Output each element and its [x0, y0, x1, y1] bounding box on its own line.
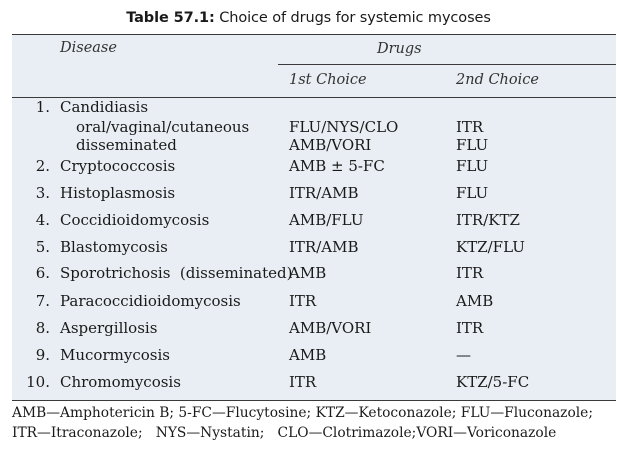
row-number: 8.	[35, 319, 50, 337]
row-first-choice: AMB/VORI	[289, 319, 372, 337]
row-number: 3.	[35, 184, 50, 202]
row-disease: Paracoccidioidomycosis	[60, 292, 241, 310]
table-caption	[0, 10, 617, 26]
header-disease: Disease	[60, 40, 117, 56]
row-disease: disseminated	[76, 136, 177, 154]
row-first-choice: AMB	[289, 346, 327, 364]
drugs-header-rule	[278, 64, 616, 65]
row-first-choice: ITR	[289, 292, 317, 310]
footnote-line: AMB—Amphotericin B; 5-FC—Flucytosine; KTZ—Ketoconazole; FLU—Fluconazole;	[12, 405, 593, 421]
row-second-choice: ITR	[456, 118, 484, 136]
row-second-choice: ITR	[456, 264, 484, 282]
row-second-choice: KTZ/5-FC	[456, 373, 530, 391]
row-first-choice: ITR	[289, 373, 317, 391]
row-disease: Mucormycosis	[60, 346, 170, 364]
header-first-choice: 1st Choice	[289, 72, 367, 88]
row-second-choice: FLU	[456, 157, 489, 175]
row-disease: Blastomycosis	[60, 238, 168, 256]
row-number: 10.	[26, 373, 50, 391]
row-number: 9.	[35, 346, 50, 364]
row-disease: oral/vaginal/cutaneous	[76, 118, 250, 136]
row-second-choice: FLU	[456, 136, 489, 154]
table-number: Table 57.1:	[126, 10, 215, 26]
row-first-choice: AMB ± 5-FC	[289, 157, 385, 175]
row-second-choice: AMB	[456, 292, 494, 310]
row-number: 1.	[35, 98, 50, 116]
footnote-line: ITR—Itraconazole; NYS—Nystatin; CLO—Clotrimazole;VORI—Voriconazole	[12, 425, 557, 441]
row-second-choice: KTZ/FLU	[456, 238, 525, 256]
row-first-choice: AMB/VORI	[289, 136, 372, 154]
row-disease: Coccidioidomycosis	[60, 211, 210, 229]
row-disease: Candidiasis	[60, 98, 149, 116]
row-second-choice: ITR	[456, 319, 484, 337]
row-disease: Histoplasmosis	[60, 184, 176, 202]
row-first-choice: AMB	[289, 264, 327, 282]
row-first-choice: ITR/AMB	[289, 238, 359, 256]
row-disease: Aspergillosis	[60, 319, 158, 337]
row-disease: Chromomycosis	[60, 373, 181, 391]
table-top-rule	[12, 34, 616, 35]
row-number: 2.	[35, 157, 50, 175]
row-number: 4.	[35, 211, 50, 229]
row-number: 6.	[35, 264, 50, 282]
row-second-choice: —	[456, 346, 471, 364]
row-first-choice: ITR/AMB	[289, 184, 359, 202]
header-drugs: Drugs	[377, 41, 422, 57]
table-title: Choice of drugs for systemic mycoses	[214, 10, 491, 26]
row-first-choice: FLU/NYS/CLO	[289, 118, 399, 136]
row-disease: Sporotrichosis (disseminated)	[60, 264, 293, 282]
row-first-choice: AMB/FLU	[289, 211, 364, 229]
row-number: 5.	[35, 238, 50, 256]
row-second-choice: FLU	[456, 184, 489, 202]
header-second-choice: 2nd Choice	[456, 72, 539, 88]
table-bottom-rule	[12, 400, 616, 401]
row-number: 7.	[35, 292, 50, 310]
row-second-choice: ITR/KTZ	[456, 211, 520, 229]
abbreviations-footnote	[12, 403, 616, 443]
row-disease: Cryptococcosis	[60, 157, 176, 175]
